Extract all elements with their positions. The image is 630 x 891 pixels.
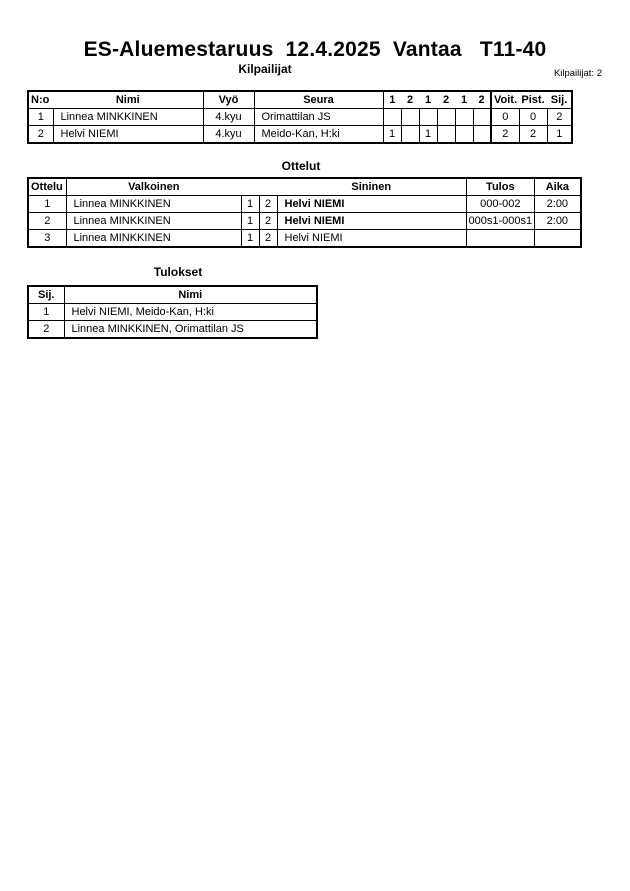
cell-aika: 2:00 — [535, 213, 581, 230]
col-header-sij: Sij. — [547, 91, 572, 109]
col-header-r4: 2 — [437, 91, 455, 109]
cell-sij: 2 — [547, 109, 572, 126]
table-row — [28, 230, 581, 248]
col-header-tulos: Tulos — [466, 178, 535, 196]
cell-round — [455, 109, 473, 126]
tulokset-heading: Tulokset — [153, 265, 203, 279]
ottelut-table — [27, 177, 582, 248]
cell-round — [437, 109, 455, 126]
header-row — [28, 178, 581, 196]
col-header-pist: Pist. — [519, 91, 547, 109]
cell-round — [401, 109, 419, 126]
cell-round — [473, 109, 491, 126]
col-header-r3: 1 — [419, 91, 437, 109]
cell-no: 1 — [28, 109, 53, 126]
cell-valkoinen: Linnea MINKKINEN — [66, 196, 241, 213]
cell-nimi: Linnea MINKKINEN — [53, 109, 203, 126]
cell-score1: 1 — [241, 230, 259, 248]
cell-round: 1 — [419, 126, 437, 144]
cell-sininen: Helvi NIEMI — [277, 230, 466, 248]
header-row — [28, 286, 317, 304]
cell-sij: 1 — [547, 126, 572, 144]
cell-nimi: Helvi NIEMI — [53, 126, 203, 144]
col-header-ottelu: Ottelu — [28, 178, 66, 196]
cell-score1: 1 — [241, 213, 259, 230]
col-header-score2 — [259, 178, 277, 196]
ottelut-heading: Ottelut — [281, 159, 321, 173]
cell-pist: 2 — [519, 126, 547, 144]
cell-match-no: 3 — [28, 230, 66, 248]
col-header-r2: 2 — [401, 91, 419, 109]
page-title: ES-Aluemestaruus 12.4.2025 Vantaa T11-40 — [83, 38, 547, 61]
cell-valkoinen: Linnea MINKKINEN — [66, 213, 241, 230]
cell-valkoinen: Linnea MINKKINEN — [66, 230, 241, 248]
cell-match-no: 1 — [28, 196, 66, 213]
col-header-nimi: Nimi — [53, 91, 203, 109]
cell-sij: 2 — [28, 321, 64, 339]
col-header-vyo: Vyö — [203, 91, 254, 109]
cell-sininen: Helvi NIEMI — [277, 196, 466, 213]
cell-tulos — [466, 230, 535, 248]
competitors-count: Kilpailijat: 2 — [553, 68, 602, 79]
cell-round — [473, 126, 491, 144]
cell-score1: 1 — [241, 196, 259, 213]
cell-vyo: 4.kyu — [203, 126, 254, 144]
cell-vyo: 4.kyu — [203, 109, 254, 126]
cell-score2: 2 — [259, 230, 277, 248]
cell-nimi: Linnea MINKKINEN, Orimattilan JS — [64, 321, 317, 339]
cell-round — [455, 126, 473, 144]
table-row — [28, 109, 572, 126]
col-header-valkoinen: Valkoinen — [66, 178, 241, 196]
col-header-sininen: Sininen — [277, 178, 466, 196]
cell-seura: Orimattilan JS — [254, 109, 383, 126]
col-header-sij: Sij. — [28, 286, 64, 304]
tulokset-table — [27, 285, 318, 339]
cell-sij: 1 — [28, 304, 64, 321]
cell-round — [437, 126, 455, 144]
cell-tulos: 000s1-000s1 — [466, 213, 535, 230]
cell-round: 1 — [383, 126, 401, 144]
cell-aika — [535, 230, 581, 248]
kilpailijat-table — [27, 90, 573, 144]
cell-match-no: 2 — [28, 213, 66, 230]
cell-voit: 0 — [491, 109, 519, 126]
cell-round — [419, 109, 437, 126]
cell-aika: 2:00 — [535, 196, 581, 213]
col-header-r5: 1 — [455, 91, 473, 109]
table-row — [28, 304, 317, 321]
header-row — [28, 91, 572, 109]
cell-nimi: Helvi NIEMI, Meido-Kan, H:ki — [64, 304, 317, 321]
cell-score2: 2 — [259, 213, 277, 230]
cell-tulos: 000-002 — [466, 196, 535, 213]
col-header-no: N:o — [28, 91, 53, 109]
kilpailijat-heading: Kilpailijat — [238, 62, 292, 76]
table-row — [28, 213, 581, 230]
cell-score2: 2 — [259, 196, 277, 213]
cell-round — [383, 109, 401, 126]
cell-voit: 2 — [491, 126, 519, 144]
cell-seura: Meido-Kan, H:ki — [254, 126, 383, 144]
cell-no: 2 — [28, 126, 53, 144]
table-row — [28, 321, 317, 339]
col-header-nimi: Nimi — [64, 286, 317, 304]
col-header-r1: 1 — [383, 91, 401, 109]
cell-round — [401, 126, 419, 144]
col-header-voit: Voit. — [491, 91, 519, 109]
col-header-aika: Aika — [535, 178, 581, 196]
cell-pist: 0 — [519, 109, 547, 126]
table-row — [28, 196, 581, 213]
col-header-seura: Seura — [254, 91, 383, 109]
col-header-score1 — [241, 178, 259, 196]
cell-sininen: Helvi NIEMI — [277, 213, 466, 230]
col-header-r6: 2 — [473, 91, 491, 109]
table-row — [28, 126, 572, 144]
